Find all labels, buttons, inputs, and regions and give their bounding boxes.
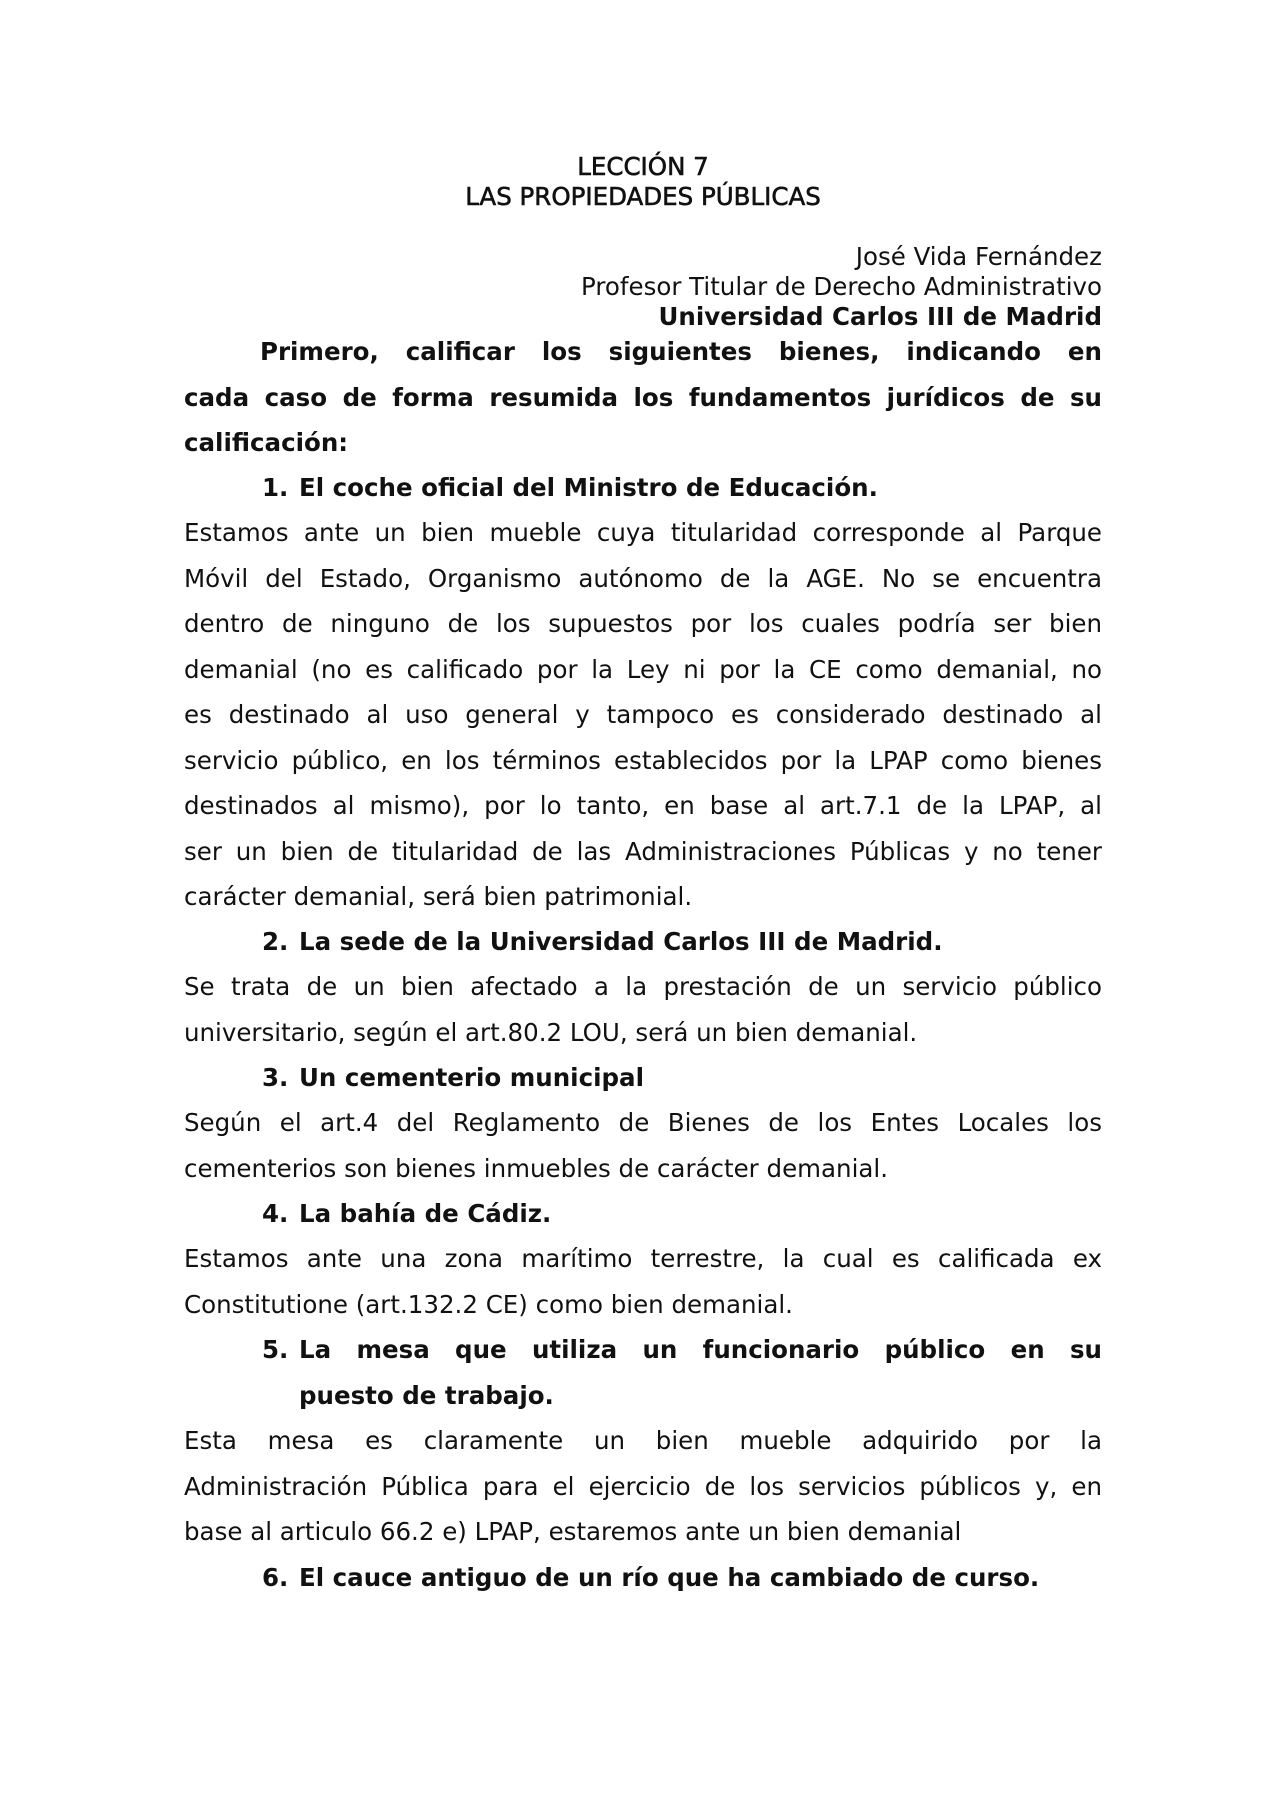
answer-line: Estamos ante un bien mueble cuya titularidad corresponde al Parque — [184, 518, 1102, 547]
intro-paragraph — [184, 329, 1102, 466]
item-heading-text: El cauce antiguo de un río que ha cambiado de curso. — [299, 1563, 1040, 1592]
item-heading — [262, 1191, 1102, 1237]
author-institution: Universidad Carlos III de Madrid — [658, 302, 1102, 331]
item-heading — [262, 465, 1102, 511]
answer-line: Se trata de un bien afectado a la prestación de un servicio público — [184, 972, 1102, 1001]
item-heading-line: puesto de trabajo. — [299, 1380, 554, 1410]
answer-line: base al articulo 66.2 e) LPAP, estaremos ante un bien demanial — [184, 1517, 962, 1546]
answer-line: Administración Pública para el ejercicio de los servicios públicos y, en — [184, 1471, 1102, 1501]
item-number: 3. — [262, 1063, 289, 1092]
answer-line: ser un bien de titularidad de las Administraciones Públicas y no tener — [184, 836, 1102, 866]
item-heading — [262, 1555, 1102, 1601]
item-answer — [184, 1418, 1102, 1555]
intro-line: Primero, calificar los siguientes bienes, indicando en — [260, 337, 1102, 366]
item-heading — [262, 1327, 1102, 1418]
answer-line: demanial (no es calificado por la Ley ni por la CE como demanial, no — [184, 654, 1102, 684]
answer-line: destinados al mismo), por lo tanto, en base al art.7.1 de la LPAP, al — [184, 791, 1102, 820]
item-heading — [262, 919, 1102, 965]
item-number: 1. — [262, 473, 289, 502]
answer-line: es destinado al uso general y tampoco es considerado destinado al — [184, 700, 1102, 729]
item-number: 2. — [262, 927, 289, 956]
item-heading-text: La sede de la Universidad Carlos III de Madrid. — [299, 927, 943, 956]
answer-line: Móvil del Estado, Organismo autónomo de la AGE. No se encuentra — [184, 563, 1102, 593]
item-heading-text: El coche oficial del Ministro de Educación. — [299, 473, 878, 502]
item-heading-text: Un cementerio municipal — [299, 1063, 644, 1092]
answer-line: Estamos ante una zona marítimo terrestre, la cual es calificada ex — [184, 1244, 1102, 1273]
item-answer — [184, 964, 1102, 1055]
item-heading-text: La bahía de Cádiz. — [299, 1199, 552, 1228]
answer-line: cementerios son bienes inmuebles de carácter demanial. — [184, 1153, 888, 1183]
author-name: José Vida Fernández — [855, 242, 1102, 271]
intro-line: calificación: — [184, 428, 349, 457]
answer-line: dentro de ninguno de los supuestos por los cuales podría ser bien — [184, 609, 1102, 638]
answer-line: Esta mesa es claramente un bien mueble adquirido por la — [184, 1426, 1102, 1455]
answer-line: Según el art.4 del Reglamento de Bienes de los Entes Locales los — [184, 1108, 1102, 1137]
answer-line: universitario, según el art.80.2 LOU, será un bien demanial. — [184, 1017, 918, 1047]
lesson-number-heading: LECCIÓN 7 — [577, 152, 709, 181]
item-answer — [184, 510, 1102, 920]
item-answer — [184, 1236, 1102, 1327]
item-number: 6. — [262, 1563, 289, 1592]
item-number: 4. — [262, 1199, 289, 1228]
item-number: 5. — [262, 1335, 289, 1364]
item-heading — [262, 1055, 1102, 1101]
author-position: Profesor Titular de Derecho Administrativo — [581, 272, 1102, 301]
item-answer — [184, 1100, 1102, 1191]
answer-line: carácter demanial, será bien patrimonial. — [184, 882, 693, 911]
item-heading-line: La mesa que utiliza un funcionario público en su — [299, 1335, 1102, 1364]
answer-line: Constitutione (art.132.2 CE) como bien demanial. — [184, 1289, 793, 1319]
lesson-title-heading: LAS PROPIEDADES PÚBLICAS — [465, 182, 821, 211]
answer-line: servicio público, en los términos establecidos por la LPAP como bienes — [184, 745, 1102, 775]
item-heading-text — [299, 1327, 1102, 1418]
intro-line: cada caso de forma resumida los fundamentos jurídicos de su — [184, 382, 1102, 412]
